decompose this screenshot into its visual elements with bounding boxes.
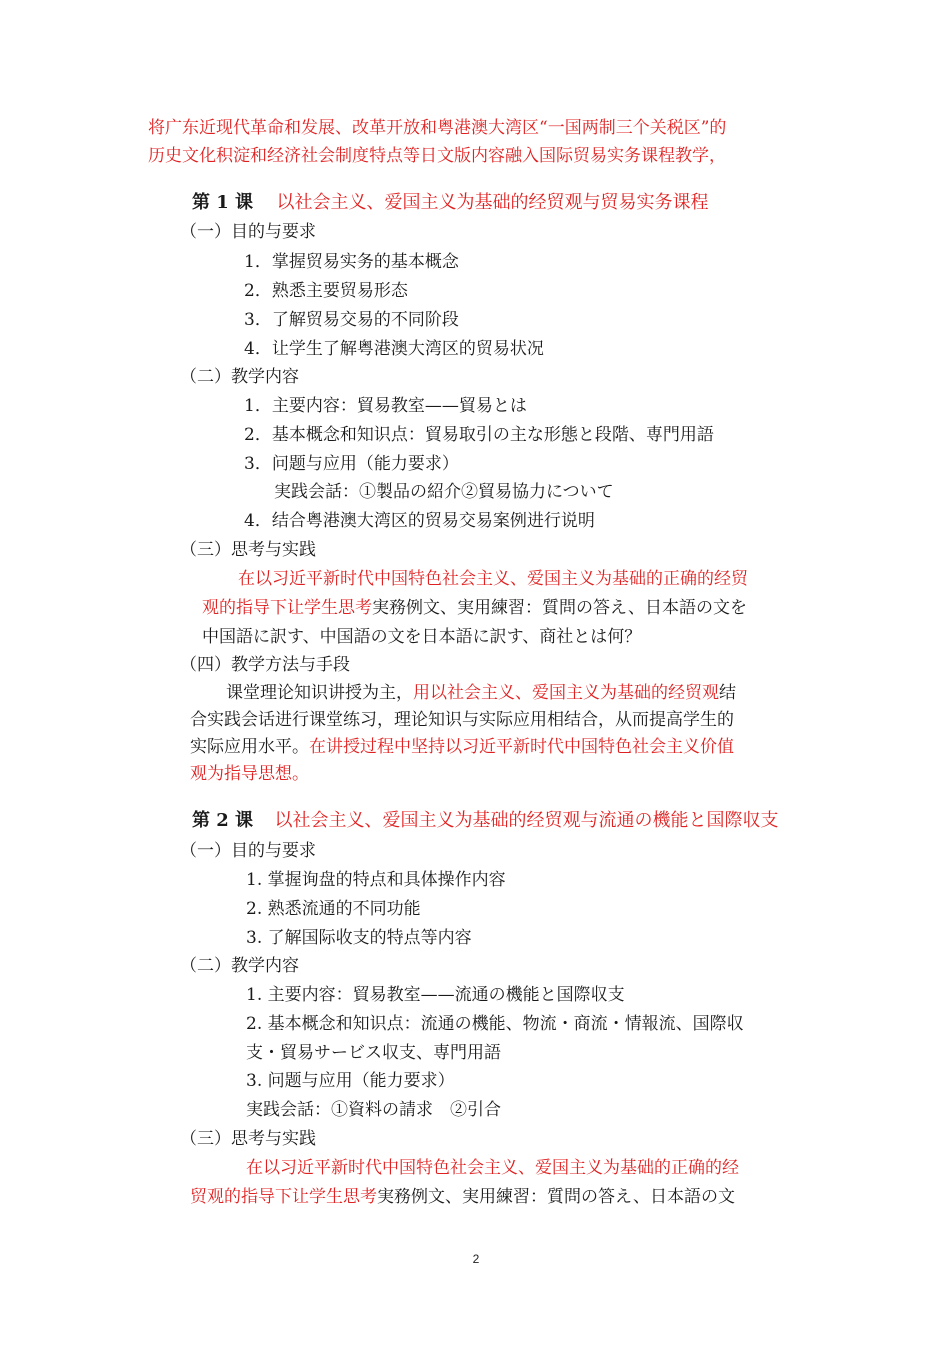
lesson2-s1-item: 3. 了解国际收支的特点等内容 xyxy=(246,928,472,948)
lesson1-section3-heading: （三）思考与实践 xyxy=(180,540,316,560)
lesson1-s2-item: 実践会話：①製品の紹介②貿易協力について xyxy=(274,482,614,502)
intro-line-1: 将广东近现代革命和发展、改革开放和粤港澳大湾区“一国两制三个关税区”的 xyxy=(148,118,727,138)
lesson1-s4-line-3-black: 实际应用水平。 xyxy=(190,737,309,757)
lesson2-section2-heading: （二）教学内容 xyxy=(180,956,299,976)
lesson2-title: 以社会主义、爱国主义为基础的经贸观与流通の機能と国際収支 xyxy=(274,810,779,831)
page-number: 2 xyxy=(472,1252,480,1266)
lesson2-heading xyxy=(192,810,779,832)
lesson1-s1-item: 1．掌握贸易实务的基本概念 xyxy=(244,252,459,272)
lesson2-s3-line-1: 在以习近平新时代中国特色社会主义、爱国主义为基础的正确的经 xyxy=(246,1158,739,1178)
lesson1-s4-line-1-red: 用以社会主义、爱国主义为基础的经贸观 xyxy=(413,683,719,703)
lesson1-s2-item: 3．问题与应用（能力要求） xyxy=(244,454,459,474)
lesson2-s1-item: 2. 熟悉流通的不同功能 xyxy=(246,899,421,919)
lesson1-s1-item: 4．让学生了解粤港澳大湾区的贸易状况 xyxy=(244,339,544,359)
lesson2-s2-item: 1. 主要内容：貿易教室——流通の機能と国際収支 xyxy=(246,985,625,1005)
lesson1-s2-item: 2．基本概念和知识点：貿易取引の主な形態と段階、専門用語 xyxy=(244,425,714,445)
lesson1-title: 以社会主义、爱国主义为基础的经贸观与贸易实务课程 xyxy=(276,192,709,213)
lesson2-s2-item: 支・貿易サービス収支、専門用語 xyxy=(246,1043,501,1063)
lesson2-s2-item: 2. 基本概念和知识点：流通の機能、物流・商流・情報流、国際収 xyxy=(246,1014,744,1034)
lesson1-s4-line-3-red: 在讲授过程中坚持以习近平新时代中国特色社会主义价值 xyxy=(309,737,734,757)
lesson1-s3-line-2-red: 观的指导下让学生思考 xyxy=(202,598,372,618)
lesson1-s4-line-1 xyxy=(226,682,736,704)
lesson1-s4-line-3 xyxy=(190,736,734,758)
lesson1-s3-line-3: 中国語に訳す、中国語の文を日本語に訳す、商社とは何？ xyxy=(202,627,642,647)
lesson1-s1-item: 2．熟悉主要贸易形态 xyxy=(244,281,408,301)
lesson1-s2-item: 4．结合粤港澳大湾区的贸易交易案例进行说明 xyxy=(244,511,595,531)
lesson2-s1-item: 1. 掌握询盘的特点和具体操作内容 xyxy=(246,870,506,890)
lesson1-s4-line-4: 观为指导思想。 xyxy=(190,764,309,784)
lesson2-s3-line-2 xyxy=(190,1186,735,1208)
lesson1-s2-item: 1．主要内容：貿易教室——貿易とは xyxy=(244,396,527,416)
lesson1-s3-line-1: 在以习近平新时代中国特色社会主义、爱国主义为基础的正确的经贸 xyxy=(238,569,748,589)
lesson2-s3-line-2-black: 実務例文、実用練習：質問の答え、日本語の文 xyxy=(377,1187,736,1207)
lesson2-number: 第 2 课 xyxy=(192,810,254,831)
lesson1-heading xyxy=(192,192,709,214)
lesson2-s3-line-2-red: 贸观的指导下让学生思考 xyxy=(190,1187,377,1207)
lesson2-s2-item: 3. 问题与应用（能力要求） xyxy=(246,1071,455,1091)
lesson1-number: 第 1 课 xyxy=(192,192,254,213)
lesson1-section1-heading: （一）目的与要求 xyxy=(180,222,316,242)
lesson1-s1-item: 3．了解贸易交易的不同阶段 xyxy=(244,310,459,330)
lesson2-s2-item: 実践会話：①資料の請求 ②引合 xyxy=(246,1100,501,1120)
lesson1-s3-line-2 xyxy=(202,597,747,619)
lesson1-s3-line-2-black: 実務例文、実用練習：質問の答え、日本語の文を xyxy=(372,598,748,618)
lesson1-s4-line-1-black: 课堂理论知识讲授为主， xyxy=(226,683,413,703)
lesson1-s4-line-2: 合实践会话进行课堂练习，理论知识与实际应用相结合，从而提高学生的 xyxy=(190,710,734,730)
lesson2-section3-heading: （三）思考与实践 xyxy=(180,1129,316,1149)
lesson2-section1-heading: （一）目的与要求 xyxy=(180,841,316,861)
lesson1-section2-heading: （二）教学内容 xyxy=(180,367,299,387)
intro-line-2: 历史文化积淀和经济社会制度特点等日文版内容融入国际贸易实务课程教学， xyxy=(148,146,726,166)
lesson1-s4-line-1-end: 结 xyxy=(719,683,736,703)
lesson1-section4-heading: （四）教学方法与手段 xyxy=(180,655,350,675)
